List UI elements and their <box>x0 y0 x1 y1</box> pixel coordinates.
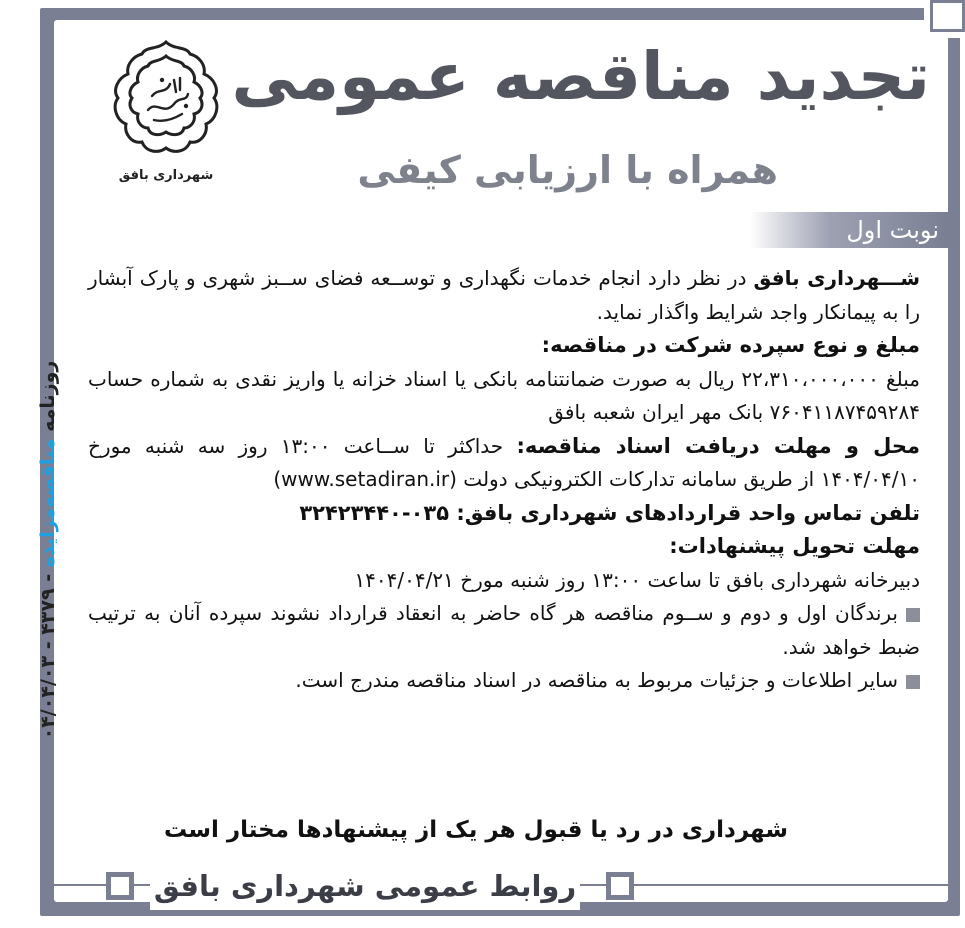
ad-body <box>88 262 920 698</box>
phone-heading: تلفن تماس واحد قراردادهای شهرداری بافق: <box>456 500 920 525</box>
final-notice: شهرداری در رد یا قبول هر یک از پیشنهادها مختار است <box>164 817 788 843</box>
intro-paragraph <box>88 262 920 329</box>
square-bullet-icon <box>906 675 920 689</box>
bullet-text: برندگان اول و دوم و ســوم مناقصه هر گاه حاضر به انعقاد قرارداد نشوند سپرده آنان به ترتیب ضبط خواهد شد. <box>88 601 920 659</box>
turn-label: نوبت اول <box>846 216 939 244</box>
phone-line <box>88 497 920 531</box>
docs-paragraph <box>88 430 920 497</box>
docs-heading: محل و مهلت دریافت اسناد مناقصه: <box>516 433 920 458</box>
phone-value: ۰۳۵-۳۲۴۲۳۴۴۰ <box>299 500 450 525</box>
intro-rest: در نظر دارد انجام خدمات نگهداری و توســعه فضای ســبز شهری و پارک آبشار را به پیمانکار واجد شرایط واگذار نماید. <box>88 266 920 324</box>
logo-caption: شهرداری بافق <box>118 168 214 183</box>
page-title: تجدید مناقصه عمومی <box>231 38 930 115</box>
footer-square-icon <box>106 872 134 900</box>
newspaper-prefix: روزنامه <box>37 360 59 432</box>
deadline-heading: مهلت تحویل پیشنهادات: <box>669 534 920 558</box>
footer-text: روابط عمومی شهرداری بافق <box>150 862 580 910</box>
bullet-item <box>88 664 920 698</box>
bullet-item <box>88 597 920 664</box>
municipality-logo <box>104 36 228 184</box>
page-subtitle: همراه با ارزیابی کیفی <box>357 148 778 192</box>
corner-square <box>930 0 965 32</box>
newspaper-credit <box>18 360 78 740</box>
deposit-text: مبلغ ۲۲،۳۱۰،۰۰۰،۰۰۰ ریال به صورت ضمانتنامه بانکی یا اسناد خزانه یا واریز نقدی به شماره حساب ۷۶۰۴۱۱۸۷۴۵۹۲۸۴ بانک مهر ایران شعبه بافق <box>88 366 920 424</box>
intro-bold: شـــهرداری بافق <box>753 266 921 290</box>
deadline-text: دبیرخانه شهرداری بافق تا ساعت ۱۳:۰۰ روز شنبه مورخ ۱۴۰۴/۰۴/۲۱ <box>354 567 920 592</box>
footer-square-icon <box>606 872 634 900</box>
docs-text: حداکثر تا ســاعت ۱۳:۰۰ روز سه شنبه مورخ ۱۴۰۴/۰۴/۱۰ از طریق سامانه تدارکات الکترونیکی دولت (www.setadiran.ir) <box>88 433 920 491</box>
newspaper-brand: مناقصه‌مزایده <box>37 438 59 568</box>
deposit-heading: مبلغ و نوع سپرده شرکت در مناقصه: <box>541 333 920 357</box>
bullet-text: سایر اطلاعات و جزئیات مربوط به مناقصه در اسناد مناقصه مندرج است. <box>295 668 898 692</box>
square-bullet-icon <box>906 608 920 622</box>
newspaper-issue: - ۴۳۷۹ - ۰۴/۰۴/۰۳ <box>37 573 59 740</box>
